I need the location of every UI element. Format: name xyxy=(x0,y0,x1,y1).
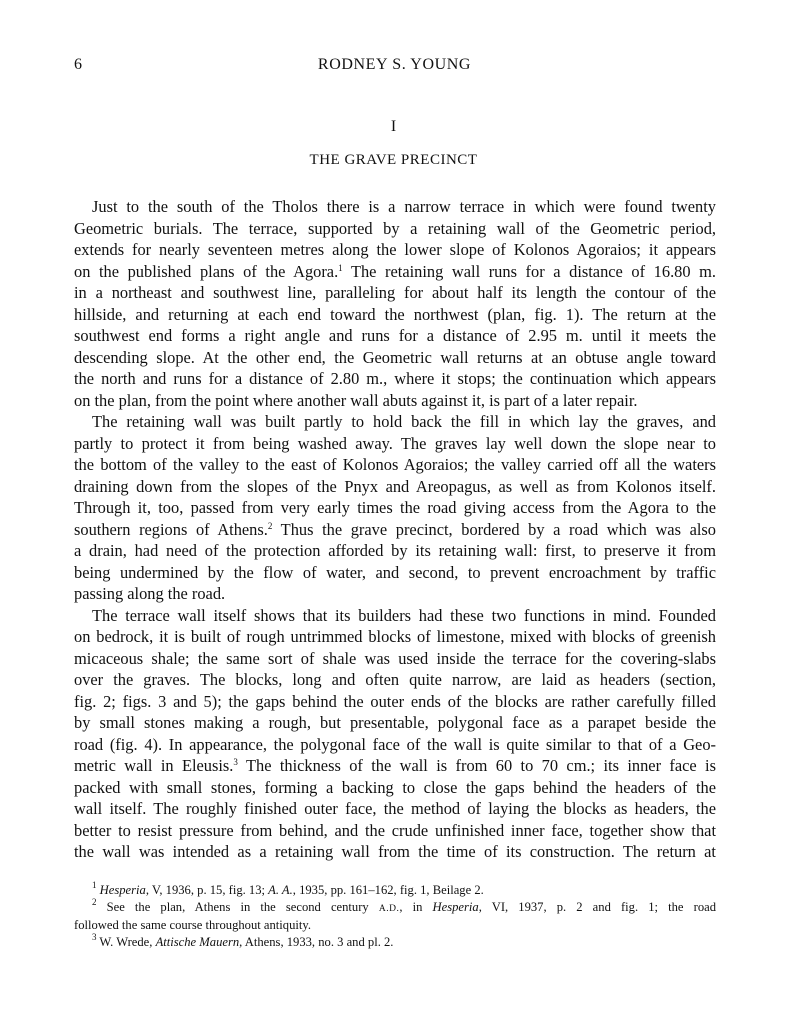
text-line: packed with small stones, forming a backing to close the gaps behind the headers of the xyxy=(74,777,716,797)
text-segment: Thus the grave precinct, bordered by a road which was also xyxy=(272,519,716,539)
text-line: a drain, had need of the protection afforded by its retaining wall: first, to preserve it from xyxy=(74,541,716,560)
journal-title: Hesperia xyxy=(432,899,479,914)
text-line: The retaining wall was built partly to hold back the fill in which lay the graves, and xyxy=(92,412,716,431)
running-head-author: RODNEY S. YOUNG xyxy=(317,56,472,73)
text-line xyxy=(74,261,716,283)
text-segment: , in xyxy=(399,899,423,914)
text-segment: W. Wrede, xyxy=(99,934,153,949)
text-line: Geometric burials. The terrace, supported by a retaining wall of the Geometric period, xyxy=(74,218,716,238)
footnote-1 xyxy=(74,882,716,899)
footnote-mark: 1 xyxy=(92,880,97,890)
footnote-mark: 2 xyxy=(92,896,97,907)
journal-title: A. A. xyxy=(268,883,293,897)
footnotes xyxy=(74,882,716,950)
footnote-3 xyxy=(74,931,716,951)
text-line: extends for nearly seventeen metres along the lower slope of Kolonos Agoraios; it appears xyxy=(74,240,716,259)
journal-title: Hesperia xyxy=(99,883,146,897)
text-line: Through it, too, passed from very early times the road giving access from the Agora to the xyxy=(74,498,716,517)
text-line: over the graves. The blocks, long and often quite narrow, are laid as headers (section, xyxy=(74,670,716,689)
text-line: The terrace wall itself shows that its builders had these two functions in mind. Founded xyxy=(92,605,716,625)
body-text xyxy=(74,196,716,863)
book-title: Attische Mauern xyxy=(155,934,240,949)
footnote-ref: 1 xyxy=(338,262,343,273)
footnote-2-continued: followed the same course throughout antiquity. xyxy=(74,918,312,932)
text-line: better to resist pressure from behind, and the crude unfinished inner face, together show that xyxy=(74,820,716,840)
text-segment: , V, 1936, p. 15, fig. 13; xyxy=(145,883,266,897)
text-line xyxy=(74,755,716,777)
running-head xyxy=(74,56,715,80)
text-segment: , Athens, 1933, no. 3 and pl. 2. xyxy=(239,934,394,949)
text-line: the north and runs for a distance of 2.80 m., where it stops; the continuation which appears xyxy=(74,369,716,388)
footnote-mark: 3 xyxy=(92,931,97,942)
text-line: wall itself. The roughly finished outer face, the method of laying the blocks as headers, the xyxy=(74,799,716,818)
text-line: southwest end forms a right angle and runs for a distance of 2.95 m. until it meets the xyxy=(74,326,716,345)
text-line: being undermined by the flow of water, and second, to prevent encroachment by traffic xyxy=(74,562,716,582)
text-segment: The thickness of the wall is from 60 to 70 cm.; its inner face is xyxy=(237,756,716,775)
text-segment: , 1935, pp. 161–162, fig. 1, Beilage 2. xyxy=(292,883,484,897)
text-line: partly to protect it from being washed away. The graves lay well down the slope near to xyxy=(74,433,716,453)
text-line: Just to the south of the Tholos there is a narrow terrace in which were found twenty xyxy=(92,197,716,216)
text-segment: A.D. xyxy=(378,903,400,914)
text-line: passing along the road. xyxy=(74,584,226,603)
footnote-ref: 3 xyxy=(233,757,238,767)
text-segment: The retaining wall runs for a distance of 16.80 m. xyxy=(342,261,716,281)
text-line: micaceous shale; the same sort of shale was used inside the terrace for the covering-slabs xyxy=(74,648,716,668)
text-segment: metric wall in Eleusis. xyxy=(74,756,234,775)
text-line: in a northeast and southwest line, paralleling for about half its length the contour of the xyxy=(74,283,716,302)
footnote-2 xyxy=(74,896,717,918)
text-segment: southern regions of Athens. xyxy=(74,519,268,539)
text-segment: , VI, 1937, p. 2 and fig. 1; the road xyxy=(478,899,717,914)
section-numeral: I xyxy=(390,118,397,135)
section-title: THE GRAVE PRECINCT xyxy=(309,152,478,168)
text-line: fig. 2; figs. 3 and 5); the gaps behind the outer ends of the blocks are rather carefully filled xyxy=(74,691,716,711)
text-line: descending slope. At the other end, the Geometric wall returns at an obtuse angle toward xyxy=(74,347,716,367)
text-segment: See the plan, Athens in the second century xyxy=(106,899,369,914)
text-line: draining down from the slopes of the Pnyx and Areopagus, as well as from Kolonos itself. xyxy=(74,476,716,496)
text-line: on bedrock, it is built of rough untrimmed blocks of limestone, mixed with blocks of greenish xyxy=(74,627,716,646)
text-line: by small stones making a rough, but presentable, polygonal face as a parapet beside the xyxy=(74,713,716,732)
text-line: road (fig. 4). In appearance, the polygonal face of the wall is quite similar to that of a Geo- xyxy=(74,734,716,754)
text-line: the bottom of the valley to the east of Kolonos Agoraios; the valley carried off all the waters xyxy=(74,455,716,474)
text-line xyxy=(74,519,716,541)
text-line: the wall was intended as a retaining wall from the time of its construction. The return at xyxy=(74,842,716,861)
page-number: 6 xyxy=(74,56,82,73)
footnote-ref: 2 xyxy=(267,520,273,531)
text-segment: on the published plans of the Agora. xyxy=(74,261,339,281)
text-line: on the plan, from the point where another wall abuts against it, is part of a later repair. xyxy=(74,390,638,410)
text-line: hillside, and returning at each end toward the northwest (plan, fig. 1). The return at the xyxy=(74,304,716,324)
